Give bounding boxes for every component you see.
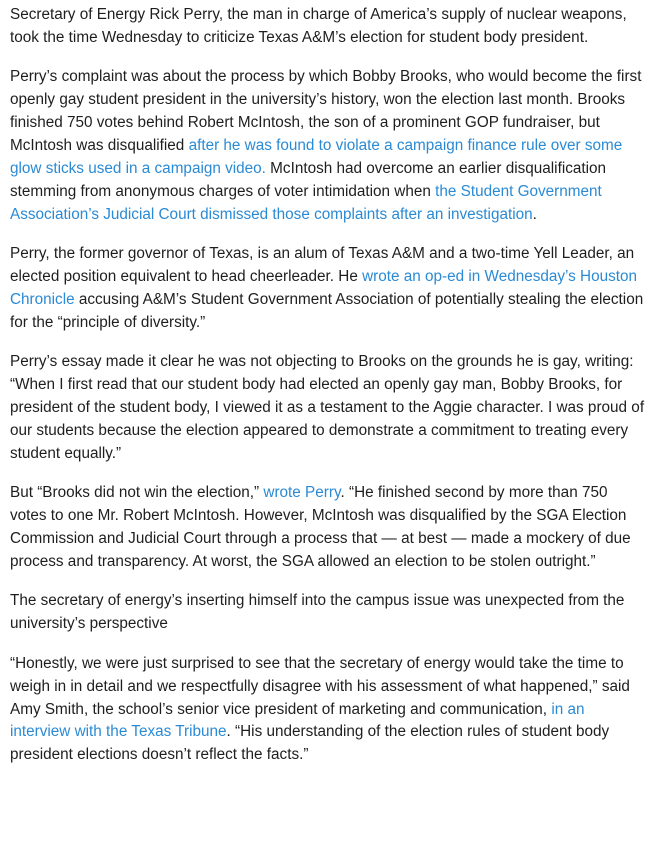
paragraph-1 <box>10 4 647 50</box>
paragraph-6 <box>10 590 647 636</box>
paragraph-text: McIntosh had overcome an earlier disqualification stemming from anonymous charges of voter intimidation when <box>10 159 607 200</box>
paragraph-3 <box>10 243 647 335</box>
paragraph-text: “Honestly, we were just surprised to see that the secretary of energy would take the time to weigh in in detail and we respectfully disagree with his assessment of what happened,” said Amy Smith, the school’s senior vice president of marketing and communication, <box>10 654 630 718</box>
paragraph-text: Perry, the former governor of Texas, is an alum of Texas A&M and a two-time Yell Leader, an elected position equivalent to head cheerleader. He <box>10 245 635 286</box>
link-wrote-perry[interactable]: wrote Perry <box>263 484 341 502</box>
link-houston-chronicle-op-ed[interactable]: wrote an op-ed in Wednesday’s Houston Chronicle <box>10 268 638 308</box>
paragraph-text: . “He finished second by more than 750 votes to one Mr. Robert McIntosh. However, McIntosh was disqualified by the SGA Election Commission and Judicial Court through a process that — at best — made a mockery of due process and transparency. At worst, the SGA allowed an election to be stolen outright.” <box>10 484 631 571</box>
paragraph-5 <box>10 482 647 574</box>
paragraph-text: . “His understanding of the election rules of student body president elections doesn’t reflect the facts.” <box>10 723 610 764</box>
paragraph-text: . <box>532 205 537 223</box>
paragraph-4 <box>10 351 647 466</box>
paragraph-text: accusing A&M’s Student Government Association of potentially stealing the election for the “principle of diversity.” <box>10 290 644 331</box>
paragraph-2 <box>10 66 647 226</box>
link-texas-tribune-interview[interactable]: in an interview with the Texas Tribune <box>10 700 585 741</box>
link-judicial-court-dismissal[interactable]: the Student Government Association’s Judicial Court dismissed those complaints after an investigation <box>10 182 602 223</box>
paragraph-text: The secretary of energy’s inserting himself into the campus issue was unexpected from the university’s perspective <box>10 592 625 633</box>
paragraph-text: Perry’s essay made it clear he was not objecting to Brooks on the grounds he is gay, writing: “When I first read that our student body had elected an openly gay man, Bobby Brooks, for president of the student body, I viewed it as a testament to the Aggie character. I was proud of our students because the election appeared to demonstrate a commitment to treating every student equally.” <box>10 353 645 462</box>
paragraph-text: But “Brooks did not win the election,” <box>10 484 264 502</box>
paragraph-text: Perry’s complaint was about the process by which Bobby Brooks, who would become the first openly gay student president in the university’s history, won the election last month. Brooks finished 750 votes behind Robert McIntosh, the son of a prominent GOP fundraiser, but McIntosh was disqualified <box>10 68 642 155</box>
paragraph-text: Secretary of Energy Rick Perry, the man in charge of America’s supply of nuclear weapons, took the time Wednesday to criticize Texas A&M’s election for student body president. <box>10 6 627 46</box>
link-campaign-finance-violation[interactable]: after he was found to violate a campaign finance rule over some glow sticks used in a campaign video. <box>10 137 623 177</box>
paragraph-7 <box>10 653 647 768</box>
